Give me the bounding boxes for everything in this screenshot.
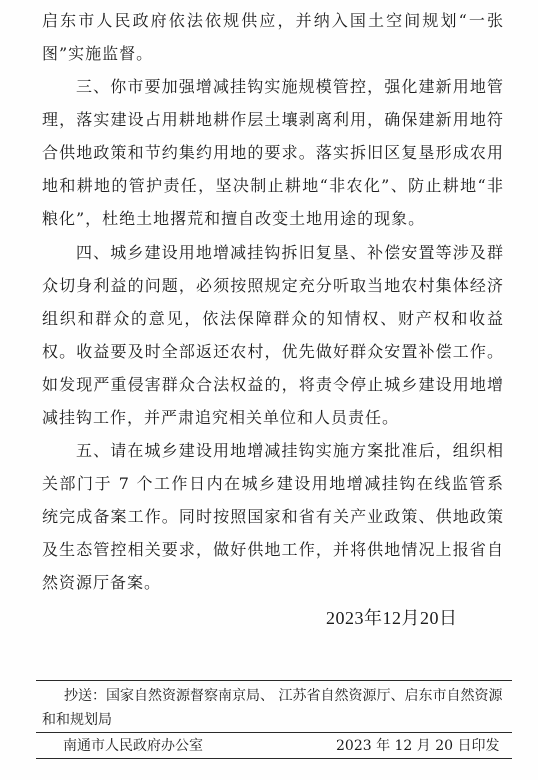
cc-label: 抄送： <box>64 688 106 704</box>
paragraph-continuation: 启东市人民政府依法依规供应，并纳入国土空间规划“一张图”实施监督。 <box>42 11 504 63</box>
cc-recipients: 国家自然资源督察南京局、 江苏省自然资源厅、启东市自然资源和和规划局 <box>42 688 503 728</box>
footer-middle-rule <box>36 732 512 733</box>
issuing-office: 南通市人民政府办公室 <box>63 738 203 754</box>
paragraph-item-5: 五、请在城乡建设用地增减挂钩实施方案批准后，组织相关部门于 7 个工作日内在城乡建设用地增减挂钩在线监管系统完成备案工作。同时按照国家和省有关产业政策、供地政策及生态管控相关要求，做好供地工作，并将供地情况上报省自然资源厅备案。 <box>42 441 504 592</box>
footer-top-rule <box>36 680 512 681</box>
cc-block <box>42 684 512 732</box>
paragraph-item-3: 三、你市要加强增减挂钩实施规模管控，强化建新用地管理，落实建设占用耕地耕作层土壤剥离利用，确保建新用地符合供地政策和节约集约用地的要求。落实拆旧区复垦形成农用地和耕地的管护责任，坚决制止耕地“非农化”、防止耕地“非粮化”，杜绝土地撂荒和擅自改变土地用途的现象。 <box>42 77 504 228</box>
signature-date: 2023年12月20日 <box>326 608 458 628</box>
print-date: 2023 年 12 月 20 日印发 <box>336 738 500 754</box>
paragraph-item-4: 四、城乡建设用地增减挂钩拆旧复垦、补偿安置等涉及群众切身利益的问题，必须按照规定充分听取当地农村集体经济组织和群众的意见，依法保障群众的知情权、财产权和收益权。收益要及时全部返还农村，优先做好群众安置补偿工作。如发现严重侵害群众合法权益的，将责令停止城乡建设用地增减挂钩工作，并严肃追究相关单位和人员责任。 <box>42 243 504 427</box>
footer-bottom-rule <box>36 758 512 759</box>
